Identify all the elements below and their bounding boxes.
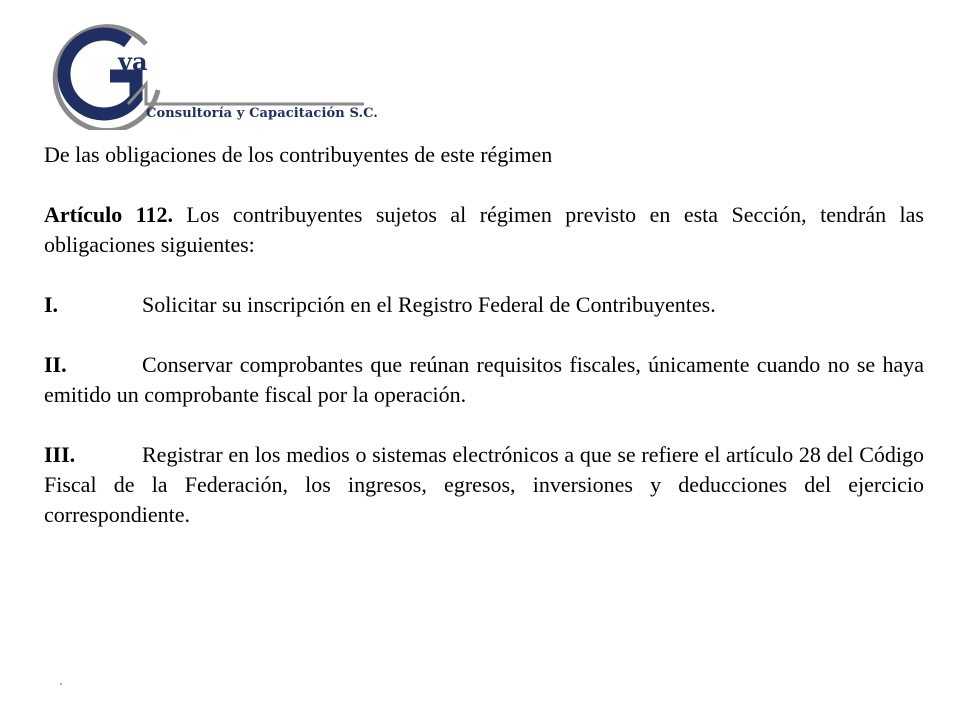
company-name: Consultoría y Capacitación S.C. [146,106,378,121]
item-label: III. [44,442,76,467]
document-body [44,140,924,560]
list-item [44,440,924,530]
item-text: Solicitar su inscripción en el Registro Federal de Contribuyentes. [142,292,716,317]
article-paragraph [44,200,924,260]
item-text: Conservar comprobantes que reúnan requisitos fiscales, únicamente cuando no se haya emitido un comprobante fiscal por la operación. [44,352,924,407]
item-text: Registrar en los medios o sistemas electrónicos a que se refiere el artículo 28 del Código Fiscal de la Federación, los ingresos, egresos, inversiones y deducciones del ejercicio correspondiente. [44,442,924,527]
list-item [44,290,924,320]
slide-dot-marker [60,683,62,685]
logo-letters: va [118,47,148,76]
list-item [44,350,924,410]
logo-swoosh [128,84,364,104]
article-text: Los contribuyentes sujetos al régimen previsto en esta Sección, tendrán las obligaciones siguientes: [44,202,924,257]
company-logo [28,20,378,130]
item-label: II. [44,352,67,377]
item-label: I. [44,292,59,317]
section-heading: De las obligaciones de los contribuyentes de este régimen [44,142,553,167]
article-label: Artículo 112. [44,202,173,227]
